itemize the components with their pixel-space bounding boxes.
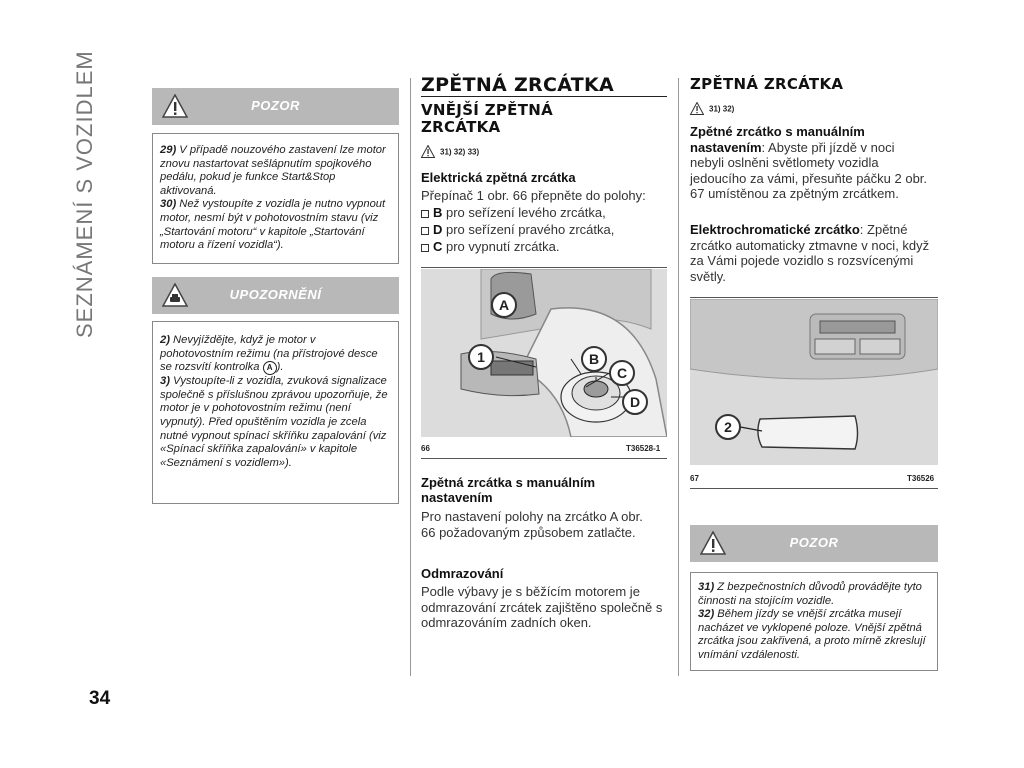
warning-header-pozor [152, 88, 399, 125]
figure-67-rearview-mirror [690, 299, 938, 465]
manual-mirrors-title-line2: nastavením [421, 490, 493, 505]
column-divider-left [410, 78, 411, 676]
warning-header-pozor-right [690, 525, 938, 562]
figure-label-c: C [609, 360, 635, 386]
electric-mirrors-intro: Přepínač 1 obr. 66 přepněte do polohy: [421, 188, 646, 203]
note-29: 29) V případě nouzového zastavení lze motor znovu nastartovat sešlápnutím spojkového pedálu, pokud je funkce Start&Stop aktivovaná. [160, 144, 386, 197]
figure-code: T36526 [907, 474, 935, 483]
chapter-title: SEZNÁMENÍ S VOZIDLEM [72, 50, 97, 338]
option-c: C pro vypnutí zrcátka. [421, 239, 559, 255]
note-3: 3) Vystoupíte-li z vozidla, zvuková signalizace společně s příslušnou zprávou upozorňuje, že motor je v pohotovostním režimu (není vypnutý). Před opuštěním vozidla je zcela nutné vypnout spínací skříňku zapalování (viz «Spínací skříňka zapalování» v kapitole «Seznámení s vozidlem»). [160, 375, 388, 469]
page-number: 34 [89, 688, 111, 709]
manual-mirror-paragraph: Zpětné zrcátko s manuálním nastavením: Abyste při jízdě v noci nebyli oslněni světlomety vozidla jedoucího za vámi, přesuňte páčku 2 obr. 67 umístěnou za zpětným zrcátkem. [690, 124, 928, 201]
checkbox-icon [421, 227, 429, 235]
option-b: B pro seřízení levého zrcátka, [421, 205, 606, 221]
electrochromatic-paragraph: Elektrochromatické zrcátko: Zpětné zrcátko automaticky ztmavne v noci, když za Vámi pojede vozidlo s rozsvícenými světly. [690, 222, 930, 284]
subsection-heading-line2: ZRCÁTKA [421, 118, 501, 136]
column-divider-right [678, 78, 679, 676]
warning-references: 31) 32) 33) [421, 145, 479, 160]
heading-rule [421, 96, 667, 97]
figure-label-1: 1 [468, 344, 494, 370]
electric-mirrors-title: Elektrická zpětná zrcátka [421, 170, 576, 185]
figure-number: 67 [690, 474, 699, 483]
defrost-text: Podle výbavy je s běžícím motorem je odmrazování zrcátek zajištěno společně s odmrazováním zadních oken. [421, 584, 663, 630]
warning-references-right: 31) 32) [690, 102, 734, 117]
figure-label-d: D [622, 389, 648, 415]
indicator-a-icon: A [263, 361, 277, 375]
warning-triangle-icon [421, 145, 435, 160]
defrost-title: Odmrazování [421, 566, 504, 581]
figure-bottom-rule [421, 458, 667, 459]
manual-mirrors-title-line1: Zpětná zrcátka s manuálním [421, 475, 596, 490]
warning-title: POZOR [789, 535, 839, 550]
note-2: 2) Nevyjíždějte, když je motor v pohotovostním režimu (na přístrojové desce se rozsvítí kontrolka A ). [160, 334, 378, 374]
subsection-heading-line1: VNĚJŠÍ ZPĚTNÁ [421, 101, 554, 119]
warning-notes-box-right [690, 572, 938, 671]
warning-title: POZOR [251, 98, 300, 113]
figure-label-b: B [581, 346, 607, 372]
warning-title: UPOZORNĚNÍ [229, 287, 322, 302]
option-d: D pro seřízení pravého zrcátka, [421, 222, 614, 238]
section-heading-right: ZPĚTNÁ ZRCÁTKA [690, 75, 844, 93]
section-heading: ZPĚTNÁ ZRCÁTKA [421, 74, 615, 96]
warning-header-upozorneni [152, 277, 399, 314]
warning-notes-box [152, 133, 399, 264]
figure-code: T36528-1 [626, 444, 661, 453]
manual-mirrors-text: Pro nastavení polohy na zrcátko A obr. 66 požadovaným způsobem zatlačte. [421, 509, 643, 540]
figure-number: 66 [421, 444, 430, 453]
figure-top-rule [690, 297, 938, 298]
note-31: 31) Z bezpečnostních důvodů provádějte tyto činnosti na stojícím vozidle. [698, 581, 922, 607]
checkbox-icon [421, 244, 429, 252]
figure-66-mirror-switch [421, 269, 667, 437]
note-32: 32) Během jízdy se vnější zrcátka musejí nacházet ve vyklopené poloze. Vnější zpětná zrcátka jsou zakřivená, a proto mírně zkreslují vnímání vzdálenosti. [698, 608, 926, 661]
figure-top-rule [421, 267, 667, 268]
warning-triangle-icon [690, 102, 704, 117]
figure-label-2: 2 [715, 414, 741, 440]
note-30: 30) Než vystoupíte z vozidla je nutno vypnout motor, nesmí být v pohotovostním stavu (viz „Startování motoru“ v kapitole „Startování motoru a řízení vozidla“). [160, 198, 386, 252]
figure-bottom-rule [690, 488, 938, 489]
caution-notes-box [152, 321, 399, 504]
checkbox-icon [421, 210, 429, 218]
figure-label-a: A [491, 292, 517, 318]
